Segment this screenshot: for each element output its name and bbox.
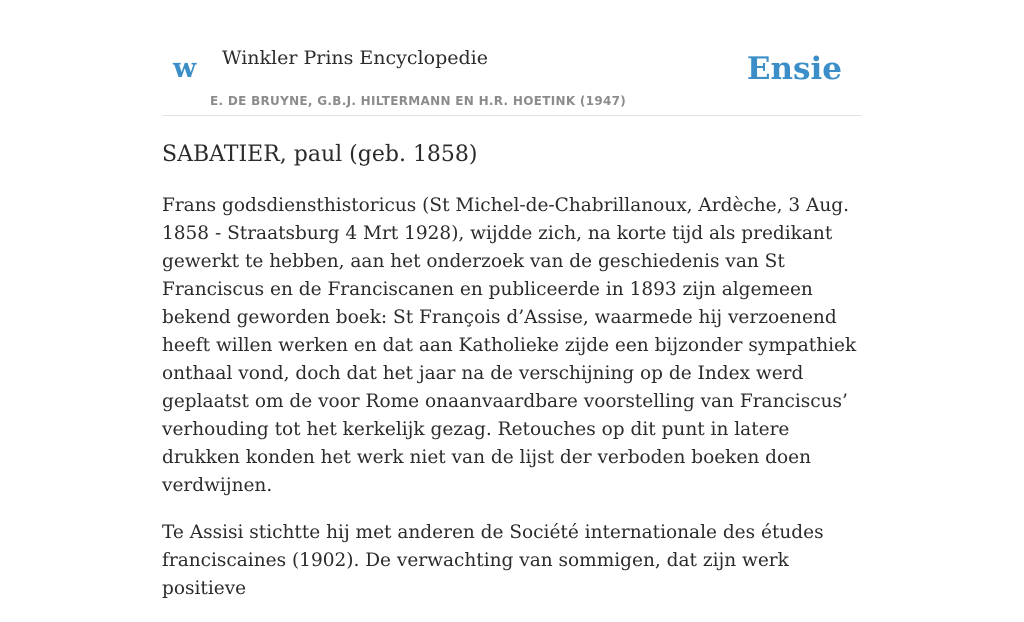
source-title-link[interactable]: Winkler Prins Encyclopedie xyxy=(222,47,488,69)
ensie-logo-link[interactable]: Ensie xyxy=(746,51,842,87)
source-authors: E. DE BRUYNE, G.B.J. HILTERMANN EN H.R. HOETINK (1947) xyxy=(210,94,627,108)
source-header xyxy=(162,0,862,116)
entry-title: SABATIER, paul (geb. 1858) xyxy=(162,142,478,167)
entry-body xyxy=(162,192,862,622)
source-logo-icon[interactable]: w xyxy=(173,53,197,84)
entry-paragraph: Frans godsdiensthistoricus (St Michel-de-Chabrillanoux, Ardèche, 3 Aug. 1858 - Straatsburg 4 Mrt 1928), wijdde zich, na korte tijd als predikant gewerkt te hebben, aan het onderzoek van de geschiedenis van St Franciscus en de Franciscanen en publiceerde in 1893 zijn algemeen bekend geworden boek: St François d’Assise, waarmede hij verzoenend heeft willen werken en dat aan Katholieke zijde een bijzonder sympathiek onthaal vond, doch dat het jaar na de verschijning op de Index werd geplaatst om de voor Rome onaanvaardbare voorstelling van Franciscus’ verhouding tot het kerkelijk gezag. Retouches op dit punt in latere drukken konden het werk niet van de lijst der verboden boeken doen verdwijnen. xyxy=(162,195,857,496)
page-content xyxy=(162,0,862,599)
entry-paragraph: Te Assisi stichtte hij met anderen de Société internationale des études franciscaines (1902). De verwachting van sommigen, dat zijn werk positieve xyxy=(162,522,824,599)
